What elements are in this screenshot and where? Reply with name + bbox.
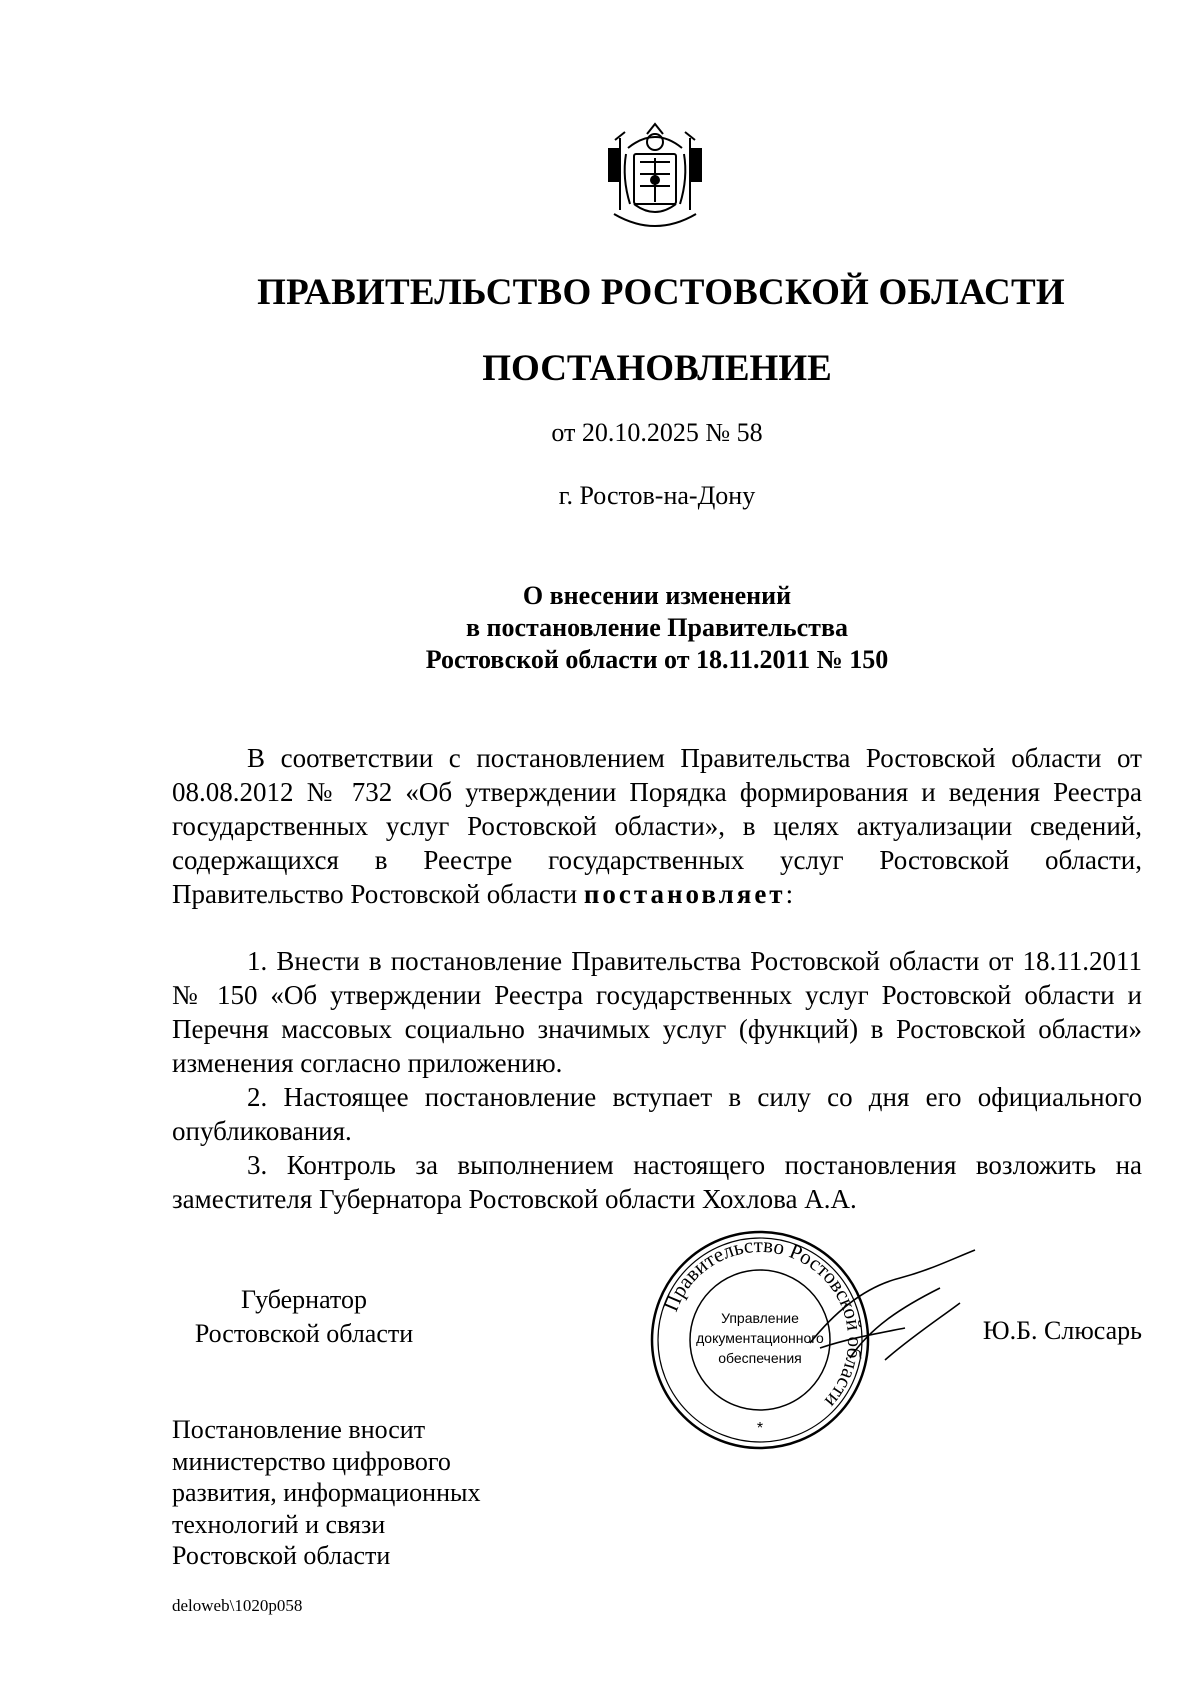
submitter-line: Постановление вносит — [172, 1415, 426, 1444]
document-subject — [0, 580, 1200, 676]
decree-items — [172, 944, 1142, 1216]
document-city: г. Ростов-на-Дону — [558, 481, 756, 510]
svg-text:Управление: Управление — [721, 1310, 799, 1326]
submitter-note — [172, 1414, 552, 1572]
submitter-line: министерство цифрового — [172, 1446, 451, 1476]
svg-text:обеспечения: обеспечения — [718, 1350, 802, 1366]
handwritten-signature — [790, 1248, 995, 1378]
preamble-end: : — [785, 879, 794, 909]
position-line: Ростовской области — [194, 1319, 414, 1348]
preamble-text: В соответствии с постановлением Правительства Ростовской области от 08.08.2012 № 732 «Об утверждении Порядка формирования и ведения Реестра государственных услуг Ростовской области», в целях актуализации сведений, содержащихся в Реестре государственных услуг Ростовской области, Правительство Ростовской области — [172, 743, 1142, 909]
decree-verb: постановляет — [583, 879, 786, 909]
decree-item-3: 3. Контроль за выполнением настоящего постановления возложить на заместителя Губернатора Ростовской области Хохлова А.А. — [172, 1150, 1142, 1214]
svg-text:*: * — [756, 1420, 764, 1437]
preamble — [172, 741, 1142, 911]
document-date-number: от 20.10.2025 № 58 — [551, 418, 763, 447]
decree-item-1: 1. Внести в постановление Правительства Ростовской области от 18.11.2011 № 150 «Об утверждении Реестра государственных услуг Ростовской области и Перечня массовых социально значимых услуг (функций) в Ростовской области» изменения согласно приложению. — [172, 946, 1142, 1078]
coat-of-arms-icon — [600, 118, 710, 238]
decree-item-2: 2. Настоящее постановление вступает в силу со дня его официального опубликования. — [172, 1082, 1142, 1146]
submitter-line: Ростовской области — [172, 1541, 391, 1570]
stamp-outer-text: Правительство Ростовской области — [658, 1232, 868, 1413]
submitter-line: развития, информационных — [172, 1478, 481, 1507]
svg-text:документационного: документационного — [696, 1330, 824, 1346]
subject-line: Ростовской области от 18.11.2011 № 150 — [425, 645, 889, 674]
file-code: deloweb\1020p058 — [172, 1596, 303, 1615]
submitter-line: технологий и связи — [172, 1509, 386, 1539]
subject-line: в постановление Правительства — [465, 613, 848, 642]
position-line: Губернатор — [241, 1285, 367, 1314]
subject-line: О внесении изменений — [522, 581, 792, 610]
signatory-name: Ю.Б. Слюсарь — [982, 1316, 1142, 1345]
organization-title: ПРАВИТЕЛЬСТВО РОСТОВСКОЙ ОБЛАСТИ — [257, 272, 1065, 313]
document-type: ПОСТАНОВЛЕНИЕ — [482, 348, 832, 389]
signatory-position — [174, 1283, 434, 1351]
